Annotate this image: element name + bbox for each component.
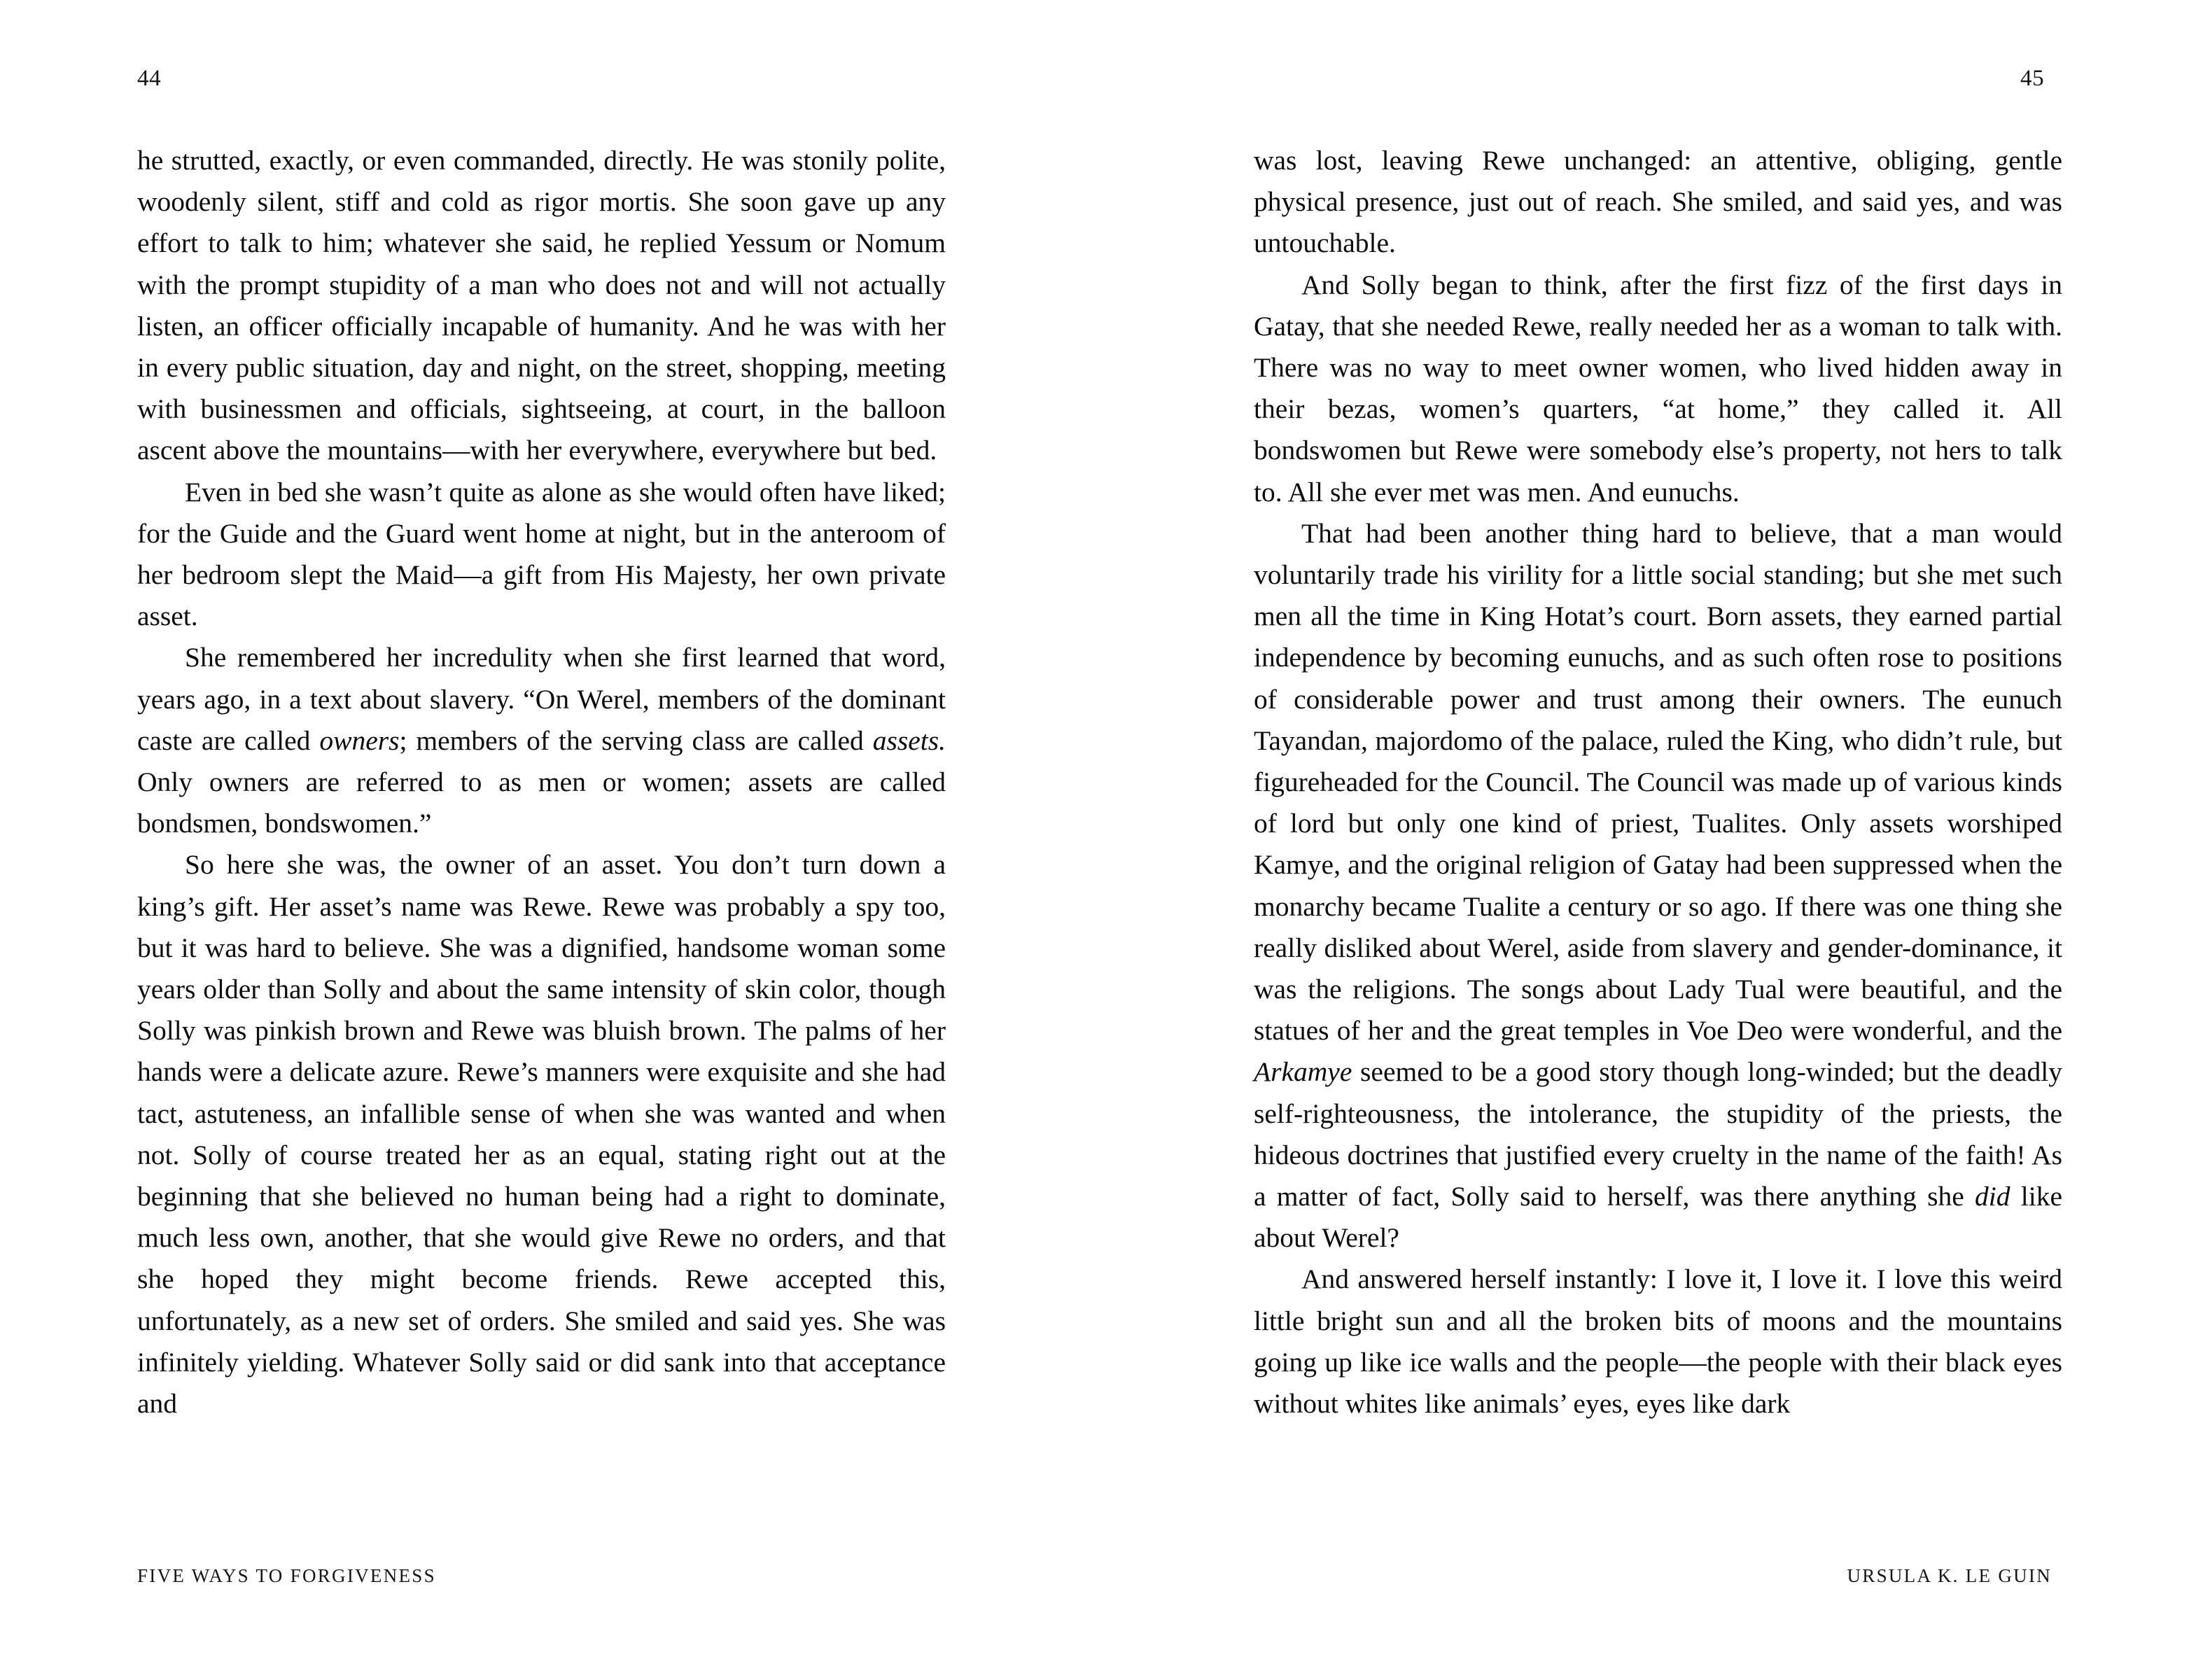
footer-row — [0, 1567, 2189, 1602]
paragraph: And answered herself instantly: I love it, I love it. I love this weird little bright sun and all the broken bits of moons and the mountains going up like ice walls and the people—the people with their black eyes without whites like animals’ eyes, eyes like dark — [1254, 1264, 2062, 1420]
paragraph: So here she was, the owner of an asset. You don’t turn down a king’s gift. Her asset’s name was Rewe. Rewe was probably a spy too, but it was hard to believe. She was a dignified, handsome woman some years older than Solly and about the same intensity of skin color, though Solly was pinkish brown and Rewe was bluish brown. The palms of her hands were a delicate azure. Rewe’s manners were exquisite and she had tact, astuteness, an infallible sense of when she was wanted and when not. Solly of course treated her as an equal, stating right out at the beginning that she believed no human being had a right to dominate, much less own, another, that she would give Rewe no orders, and that she hoped they might become friends. Rewe accepted this, unfortunately, as a new set of orders. She smiled and said yes. She was infinitely yielding. Whatever Solly said or did sank into that acceptance and — [137, 849, 946, 1420]
paragraph: She remembered her incredulity when she first learned that word, years ago, in a text about slavery. “On Werel, members of the dominant caste are called owners; members of the serving class are called assets. Only owners are referred to as men or women; assets are called bondsmen, bondswomen.” — [137, 642, 946, 839]
paragraph: Even in bed she wasn’t quite as alone as she would often have liked; for the Guide and the Guard went home at night, but in the anteroom of her bedroom slept the Maid—a gift from His Majesty, her own private asset. — [137, 476, 946, 632]
text-columns — [0, 140, 2189, 1424]
paragraph: That had been another thing hard to believe, that a man would voluntarily trade his virility for a little social standing; but she met such men all the time in King Hotat’s court. Born assets, they earned partial independence by becoming eunuchs, and as such often rose to positions of considerable power and trust among their owners. The eunuch Tayandan, majordomo of the palace, ruled the King, who didn’t rule, but figureheaded for the Council. The Council was made up of various kinds of lord but only one kind of priest, Tualites. Only assets worshiped Kamye, and the original religion of Gatay had been suppressed when the monarchy became Tualite a century or so ago. If there was one thing she really disliked about Werel, aside from slavery and gender-dominance, it was the religions. The songs about Lady Tual were beautiful, and the statues of her and the great temples in Voe Deo were wonderful, and the Arkamye seemed to be a good story though long-winded; but the deadly self-righteousness, the intolerance, the stupidity of the priests, the hideous doctrines that justified every cruelty in the name of the faith! As a matter of fact, Solly said to herself, was there anything she did like about Werel? — [1254, 517, 2062, 1254]
left-page-text-column — [137, 140, 946, 1424]
paragraph: And Solly began to think, after the first fizz of the first days in Gatay, that she needed Rewe, really needed her as a woman to talk with. There was no way to meet owner women, who lived hidden away in their bezas, women’s quarters, “at home,” they called it. All bondswomen but Rewe were somebody else’s property, not hers to talk to. All she ever met was men. And eunuchs. — [1254, 269, 2062, 507]
paragraph: was lost, leaving Rewe unchanged: an attentive, obliging, gentle physical presence, just out of reach. She smiled, and said yes, and was untouchable. — [1254, 145, 2062, 259]
folio-row — [0, 67, 2189, 109]
paragraph: he strutted, exactly, or even commanded, directly. He was stonily polite, woodenly silent, stiff and cold as rigor mortis. She soon gave up any effort to talk to him; whatever she said, he replied Yessum or Nomum with the prompt stupidity of a man who does not and will not actually listen, an officer officially incapable of humanity. And he was with her in every public situation, day and night, on the street, shopping, meeting with businessmen and officials, sightseeing, at court, in the balloon ascent above the mountains—with her everywhere, everywhere but bed. — [137, 145, 946, 466]
right-page-text-column — [1254, 140, 2062, 1424]
running-head-book-title: FIVE WAYS TO FORGIVENESS — [137, 1565, 436, 1586]
page-number-left: 44 — [137, 66, 162, 91]
page-number-right: 45 — [2020, 66, 2045, 91]
running-head-author-name: URSULA K. LE GUIN — [1847, 1565, 2052, 1586]
